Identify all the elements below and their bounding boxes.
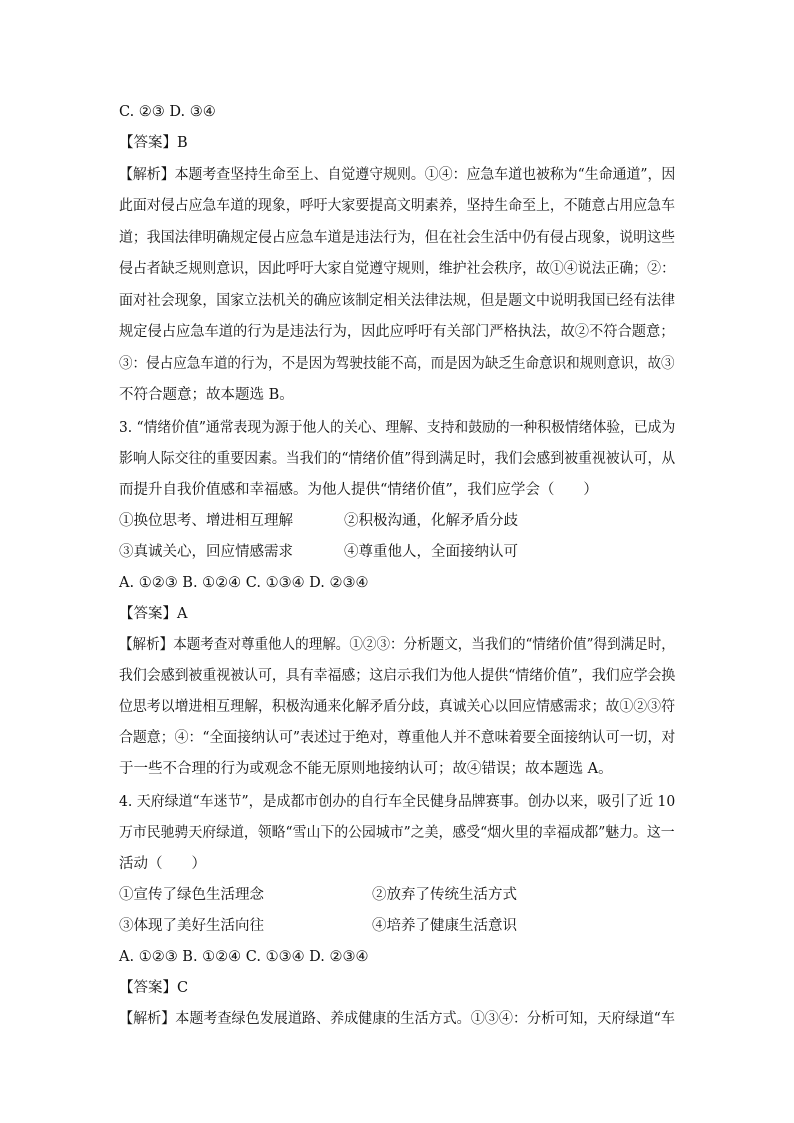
q3-stem-line-3: 而提升自我价值感和幸福感。为他人提供“情绪价值”，我们应学会（ ）: [119, 482, 598, 498]
q3-analysis-line-3: 位思考以增进相互理解，积极沟通来化解矛盾分歧，真诚关心以回应情感需求；故①②③符: [119, 699, 675, 715]
q4-stem-line-2: 万市民驰骋天府绿道，领略“雪山下的公园城市”之美，感受“烟火里的幸福成都”魅力。这一: [119, 825, 675, 841]
q3-option-3: ③真诚关心，回应情感需求: [119, 544, 293, 560]
q4-stem-line-1: 4. 天府绿道“车迷节”，是成都市创办的自行车全民健身品牌赛事。创办以来，吸引了近 10: [119, 794, 676, 810]
q3-choices: A. ①②③ B. ①②④ C. ①③④ D. ②③④: [119, 575, 369, 591]
q4-option-1: ①宣传了绿色生活理念: [119, 887, 264, 903]
q4-stem-line-3: 活动（ ）: [119, 856, 206, 872]
q2-analysis-line-2: 此面对侵占应急车道的现象，呼吁大家要提高文明素养，坚持生命至上，不随意占用应急车: [119, 198, 675, 214]
q2-answer: 【答案】B: [119, 135, 188, 151]
q2-analysis-line-4: 侵占者缺乏规则意识，因此呼吁大家自觉遵守规则，维护社会秩序，故①④说法正确；②：: [119, 261, 675, 277]
q3-analysis-line-4: 合题意；④：“全面接纳认可”表述过于绝对，尊重他人并不意味着要全面接纳认可一切，对: [119, 730, 676, 746]
q3-stem-line-2: 影响人际交往的重要因素。当我们的“情绪价值”得到满足时，我们会感到被重视被认可，从: [119, 451, 676, 467]
q3-option-4: ④尊重他人，全面接纳认可: [344, 544, 518, 560]
q3-answer: 【答案】A: [119, 606, 188, 622]
q2-analysis-line-1: 【解析】本题考查坚持生命至上、自觉遵守规则。①④：应急车道也被称为“生命通道”，因: [119, 167, 676, 183]
q3-analysis-line-1: 【解析】本题考查对尊重他人的理解。①②③：分析题文，当我们的“情绪价值”得到满足时，: [119, 637, 675, 653]
q3-analysis-line-5: 于一些不合理的行为或观念不能无原则地接纳认可；故④错误；故本题选 A。: [119, 761, 613, 777]
q2-analysis-line-3: 道；我国法律明确规定侵占应急车道是违法行为，但在社会生活中仍有侵占现象，说明这些: [119, 230, 675, 246]
q2-analysis-line-7: ③：侵占应急车道的行为，不是因为驾驶技能不高，而是因为缺乏生命意识和规则意识，故③: [119, 356, 675, 372]
q3-option-2: ②积极沟通，化解矛盾分歧: [344, 513, 518, 529]
q2-options-cd: C. ②③ D. ③④: [119, 104, 216, 120]
q4-option-2: ②放弃了传统生活方式: [372, 887, 517, 903]
q3-option-1: ①换位思考、增进相互理解: [119, 513, 293, 529]
q4-option-4: ④培养了健康生活意识: [372, 918, 517, 934]
q3-stem-line-1: 3. “情绪价值”通常表现为源于他人的关心、理解、支持和鼓励的一种积极情绪体验，已成为: [119, 420, 676, 436]
q2-analysis-line-8: 不符合题意；故本题选 B。: [119, 387, 294, 403]
q2-analysis-line-6: 规定侵占应急车道的行为是违法行为，因此应呼吁有关部门严格执法，故②不符合题意；: [119, 324, 675, 340]
q3-analysis-line-2: 我们会感到被重视被认可，具有幸福感；这启示我们为他人提供“情绪价值”，我们应学会换: [119, 668, 676, 684]
q2-analysis-line-5: 面对社会现象，国家立法机关的确应该制定相关法律法规，但是题文中说明我国已经有法律: [119, 293, 675, 309]
q4-choices: A. ①②③ B. ①②④ C. ①③④ D. ②③④: [119, 949, 369, 965]
q4-analysis-line-1: 【解析】本题考查绿色发展道路、养成健康的生活方式。①③④：分析可知，天府绿道“车: [119, 1011, 675, 1027]
q4-option-3: ③体现了美好生活向往: [119, 918, 264, 934]
q4-answer: 【答案】C: [119, 980, 189, 996]
